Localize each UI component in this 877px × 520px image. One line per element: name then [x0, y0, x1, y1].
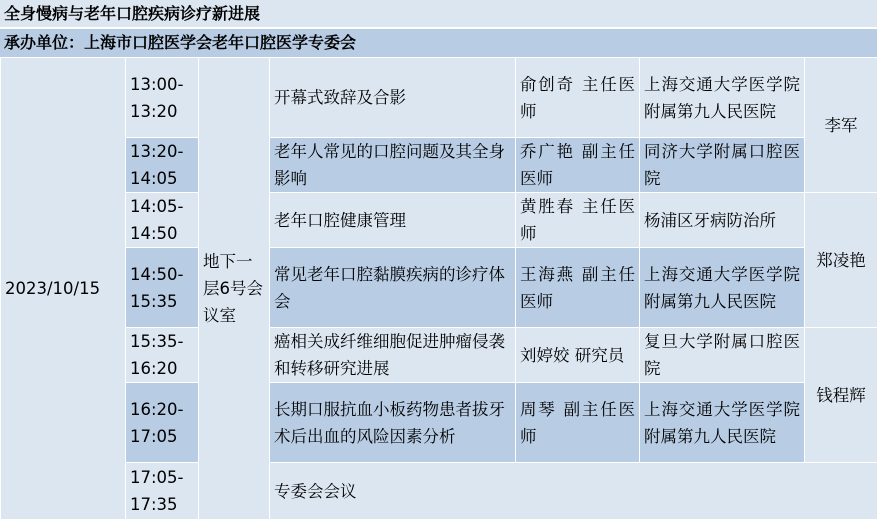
table-row — [1, 58, 877, 138]
speaker-cell: 乔广艳 副主任医师 — [516, 138, 640, 193]
time-cell — [126, 328, 199, 383]
time-start: 14:50- — [130, 265, 184, 284]
topic-cell: 专委会会议 — [270, 463, 877, 520]
speaker-cell: 王海燕 副主任医师 — [516, 248, 640, 328]
table-row — [1, 463, 877, 520]
table-row — [1, 193, 877, 248]
page-title: 全身慢病与老年口腔疾病诊疗新进展 — [0, 0, 877, 28]
time-end: 16:20 — [130, 359, 178, 378]
time-start: 14:05- — [130, 197, 184, 216]
time-end: 17:05 — [130, 427, 178, 446]
topic-cell: 老年人常见的口腔问题及其全身影响 — [270, 138, 516, 193]
chair-cell: 郑凌艳 — [805, 193, 877, 328]
table-row — [1, 248, 877, 328]
affiliation-cell: 上海交通大学医学院附属第九人民医院 — [640, 58, 805, 138]
table-row — [1, 138, 877, 193]
time-end: 14:50 — [130, 224, 178, 243]
speaker-cell: 周琴 副主任医师 — [516, 383, 640, 463]
topic-cell: 开幕式致辞及合影 — [270, 58, 516, 138]
affiliation-cell: 复旦大学附属口腔医院 — [640, 328, 805, 383]
topic-cell: 长期口服抗血小板药物患者拔牙术后出血的风险因素分析 — [270, 383, 516, 463]
affiliation-cell: 上海交通大学医学院附属第九人民医院 — [640, 383, 805, 463]
chair-cell: 李军 — [805, 58, 877, 193]
speaker-cell: 黄胜春 主任医师 — [516, 193, 640, 248]
speaker-cell: 刘婷姣 研究员 — [516, 328, 640, 383]
time-cell — [126, 383, 199, 463]
affiliation-cell: 杨浦区牙病防治所 — [640, 193, 805, 248]
time-cell — [126, 58, 199, 138]
venue-cell: 地下一层6号会议室 — [199, 58, 270, 520]
affiliation-cell: 上海交通大学医学院附属第九人民医院 — [640, 248, 805, 328]
time-start: 16:20- — [130, 400, 184, 419]
time-end: 13:20 — [130, 102, 178, 121]
chair-cell: 钱程辉 — [805, 328, 877, 463]
time-start: 17:05- — [130, 468, 184, 487]
topic-cell: 老年口腔健康管理 — [270, 193, 516, 248]
date-cell: 2023/10/15 — [1, 58, 126, 520]
time-end: 15:35 — [130, 292, 178, 311]
time-start: 13:00- — [130, 75, 184, 94]
speaker-cell: 俞创奇 主任医师 — [516, 58, 640, 138]
time-start: 13:20- — [130, 142, 184, 161]
time-start: 15:35- — [130, 332, 184, 351]
table-row — [1, 383, 877, 463]
table-row — [1, 328, 877, 383]
time-cell — [126, 463, 199, 520]
time-cell — [126, 248, 199, 328]
topic-cell: 常见老年口腔黏膜疾病的诊疗体会 — [270, 248, 516, 328]
time-cell — [126, 193, 199, 248]
schedule-table — [0, 57, 877, 520]
affiliation-cell: 同济大学附属口腔医院 — [640, 138, 805, 193]
time-end: 17:35 — [130, 495, 178, 514]
topic-cell: 癌相关成纤维细胞促进肿瘤侵袭和转移研究进展 — [270, 328, 516, 383]
time-cell — [126, 138, 199, 193]
time-end: 14:05 — [130, 169, 178, 188]
organizer-line: 承办单位：上海市口腔医学会老年口腔医学专委会 — [0, 29, 877, 57]
